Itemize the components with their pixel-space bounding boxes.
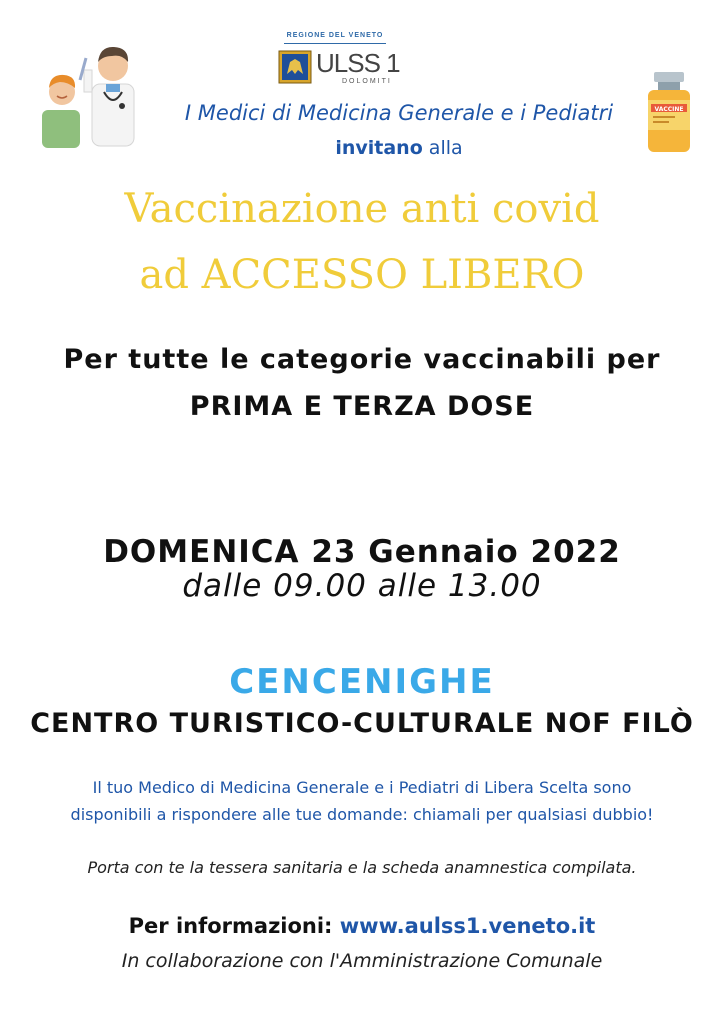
svg-text:VACCINE: VACCINE xyxy=(654,106,684,113)
categories-line-2: PRIMA E TERZA DOSE xyxy=(189,391,535,422)
event-date: DOMENICA 23 Gennaio 2022 xyxy=(103,534,621,570)
event-venue: CENTRO TURISTICO-CULTURALE NOF FILÒ xyxy=(30,708,694,739)
ulss1-logo xyxy=(270,32,400,94)
info-line-1: Il tuo Medico di Medicina Generale e i Pediatri di Libera Scelta sono xyxy=(92,778,632,797)
contact-label: Per informazioni: xyxy=(128,914,340,938)
invite-rest: alla xyxy=(422,137,463,159)
categories-line-1: Per tutte le categorie vaccinabili per xyxy=(63,344,661,375)
event-time: dalle 09.00 alle 13.00 xyxy=(182,568,542,604)
vaccine-vial-icon xyxy=(642,70,696,154)
info-line-2: disponibili a rispondere alle tue domande: chiamali per qualsiasi dubbio! xyxy=(70,805,654,824)
logo-divider xyxy=(284,43,386,44)
contact-line xyxy=(0,914,724,938)
title-line-2: ad ACCESSO LIBERO xyxy=(139,252,585,298)
event-city: CENCENIGHE xyxy=(229,662,495,702)
contact-url-link[interactable]: www.aulss1.veneto.it xyxy=(339,914,596,938)
title-line-1: Vaccinazione anti covid xyxy=(124,186,600,232)
doctor-patient-icon xyxy=(40,40,152,148)
invite-line xyxy=(154,137,644,159)
collaboration-note: In collaborazione con l'Amministrazione Comunale xyxy=(121,950,603,972)
invite-bold-word: invitano xyxy=(335,137,423,159)
lion-shield-icon xyxy=(278,50,312,84)
logo-dolomiti-text: DOLOMITI xyxy=(342,78,392,85)
logo-ulss-text: ULSS 1 xyxy=(316,48,400,78)
logo-region-text: REGIONE DEL VENETO xyxy=(286,32,384,39)
bring-documents-note: Porta con te la tessera sanitaria e la scheda anamnestica compilata. xyxy=(87,858,637,877)
invite-line-doctors: I Medici di Medicina Generale e i Pediatri xyxy=(184,101,614,125)
